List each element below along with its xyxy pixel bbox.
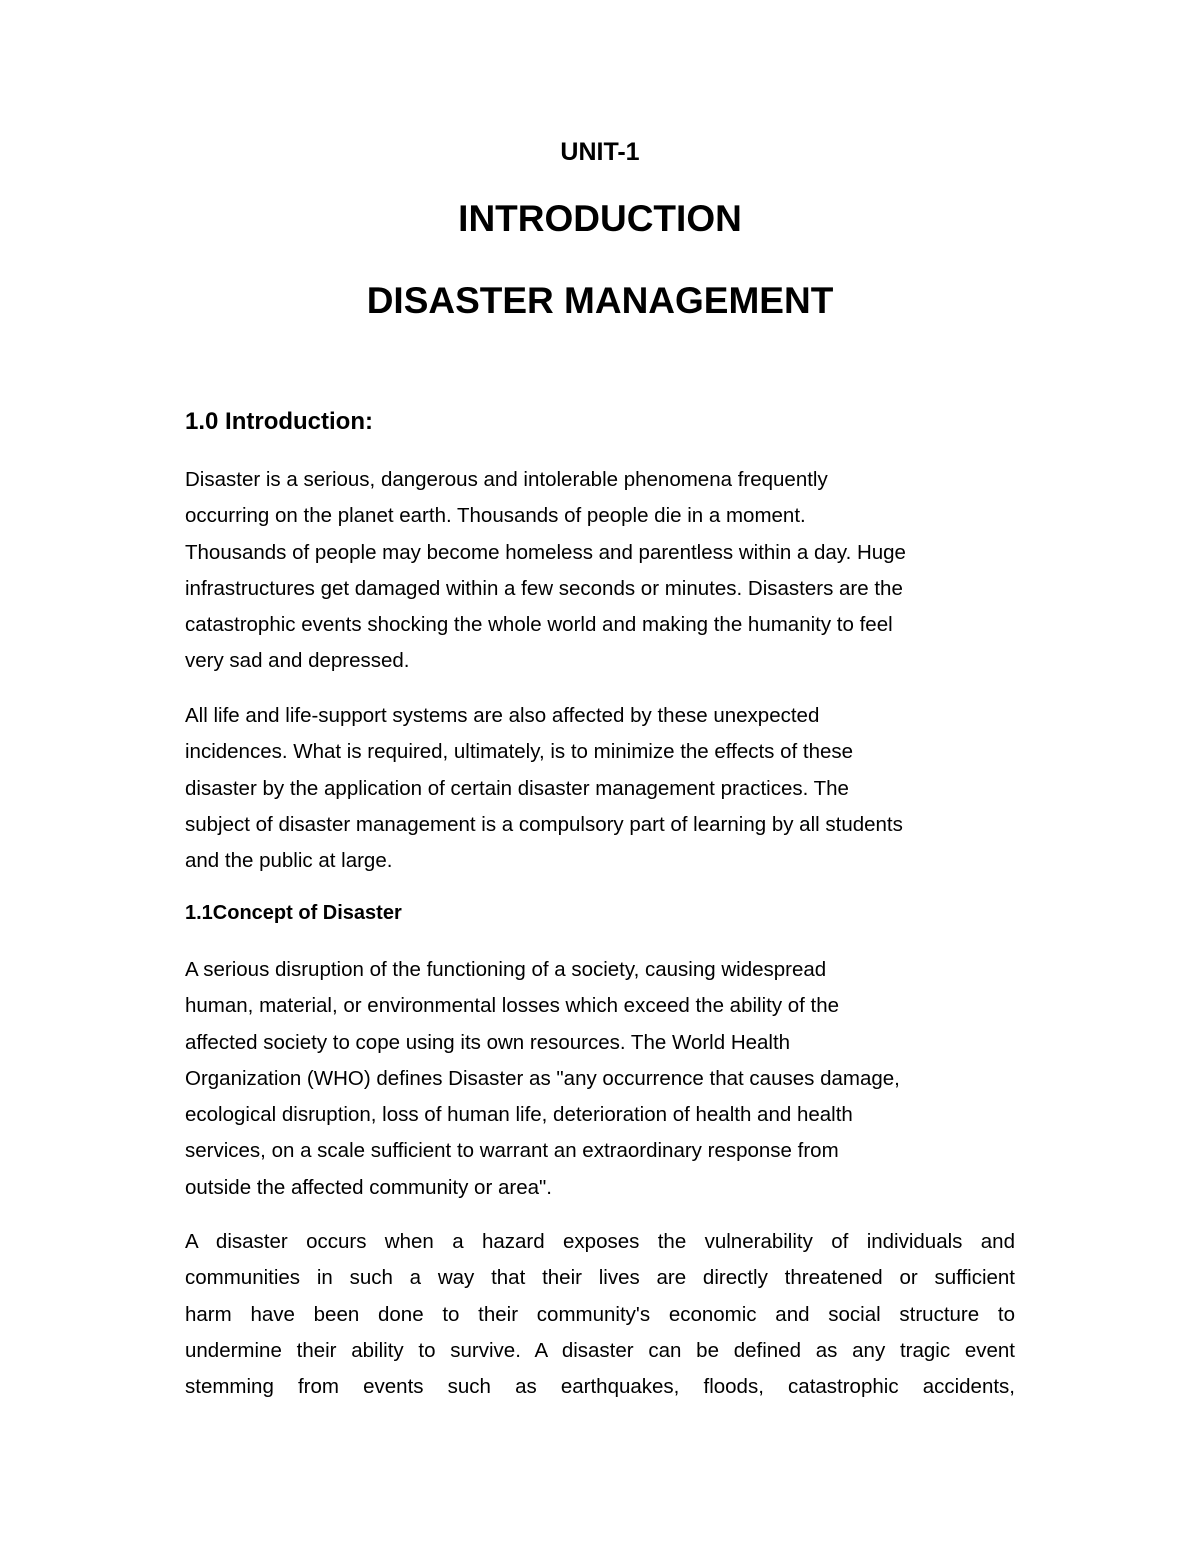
- text-line: and the public at large.: [185, 849, 393, 873]
- text-line: undermine their ability to survive. A disaster can be defined as any tragic event: [185, 1338, 1015, 1362]
- text-line: All life and life-support systems are also affected by these unexpected: [185, 704, 820, 727]
- unit-label: UNIT-1: [560, 138, 640, 166]
- text-line: infrastructures get damaged within a few seconds or minutes. Disasters are the: [185, 576, 903, 600]
- section-heading-concept: 1.1Concept of Disaster: [185, 902, 402, 924]
- text-line: Disaster is a serious, dangerous and intolerable phenomena frequently: [185, 468, 828, 491]
- text-line: very sad and depressed.: [185, 649, 410, 673]
- text-line: human, material, or environmental losses which exceed the ability of the: [185, 994, 840, 1018]
- text-line: outside the affected community or area".: [185, 1175, 552, 1199]
- text-line: incidences. What is required, ultimately, is to minimize the effects of these: [185, 740, 854, 764]
- paragraph-introduction-1: [185, 462, 1015, 680]
- text-line: ecological disruption, loss of human life, deterioration of health and health: [185, 1103, 853, 1127]
- text-line: disaster by the application of certain disaster management practices. The: [185, 776, 849, 800]
- section-heading-introduction: 1.0 Introduction:: [185, 408, 373, 435]
- page-subtitle: DISASTER MANAGEMENT: [366, 280, 834, 321]
- text-line: A disaster occurs when a hazard exposes the vulnerability of individuals and: [185, 1230, 1015, 1253]
- paragraph-concept-2: [185, 1224, 1015, 1405]
- text-line: Thousands of people may become homeless and parentless within a day. Huge: [185, 540, 906, 564]
- paragraph-introduction-2: [185, 698, 1015, 879]
- text-line: catastrophic events shocking the whole world and making the humanity to feel: [185, 613, 893, 637]
- text-line: occurring on the planet earth. Thousands of people die in a moment.: [185, 504, 806, 528]
- page-title: INTRODUCTION: [458, 198, 742, 239]
- text-line: harm have been done to their community's economic and social structure to: [185, 1302, 1015, 1326]
- paragraph-concept-1: [185, 952, 1015, 1206]
- text-line: affected society to cope using its own resources. The World Health: [185, 1030, 791, 1054]
- text-line: stemming from events such as earthquakes, floods, catastrophic accidents,: [185, 1375, 1015, 1399]
- text-line: subject of disaster management is a compulsory part of learning by all students: [185, 812, 903, 836]
- text-line: Organization (WHO) defines Disaster as "any occurrence that causes damage,: [185, 1066, 900, 1090]
- text-line: services, on a scale sufficient to warrant an extraordinary response from: [185, 1139, 839, 1163]
- text-line: A serious disruption of the functioning of a society, causing widespread: [185, 958, 827, 981]
- text-line: communities in such a way that their lives are directly threatened or sufficient: [185, 1266, 1015, 1290]
